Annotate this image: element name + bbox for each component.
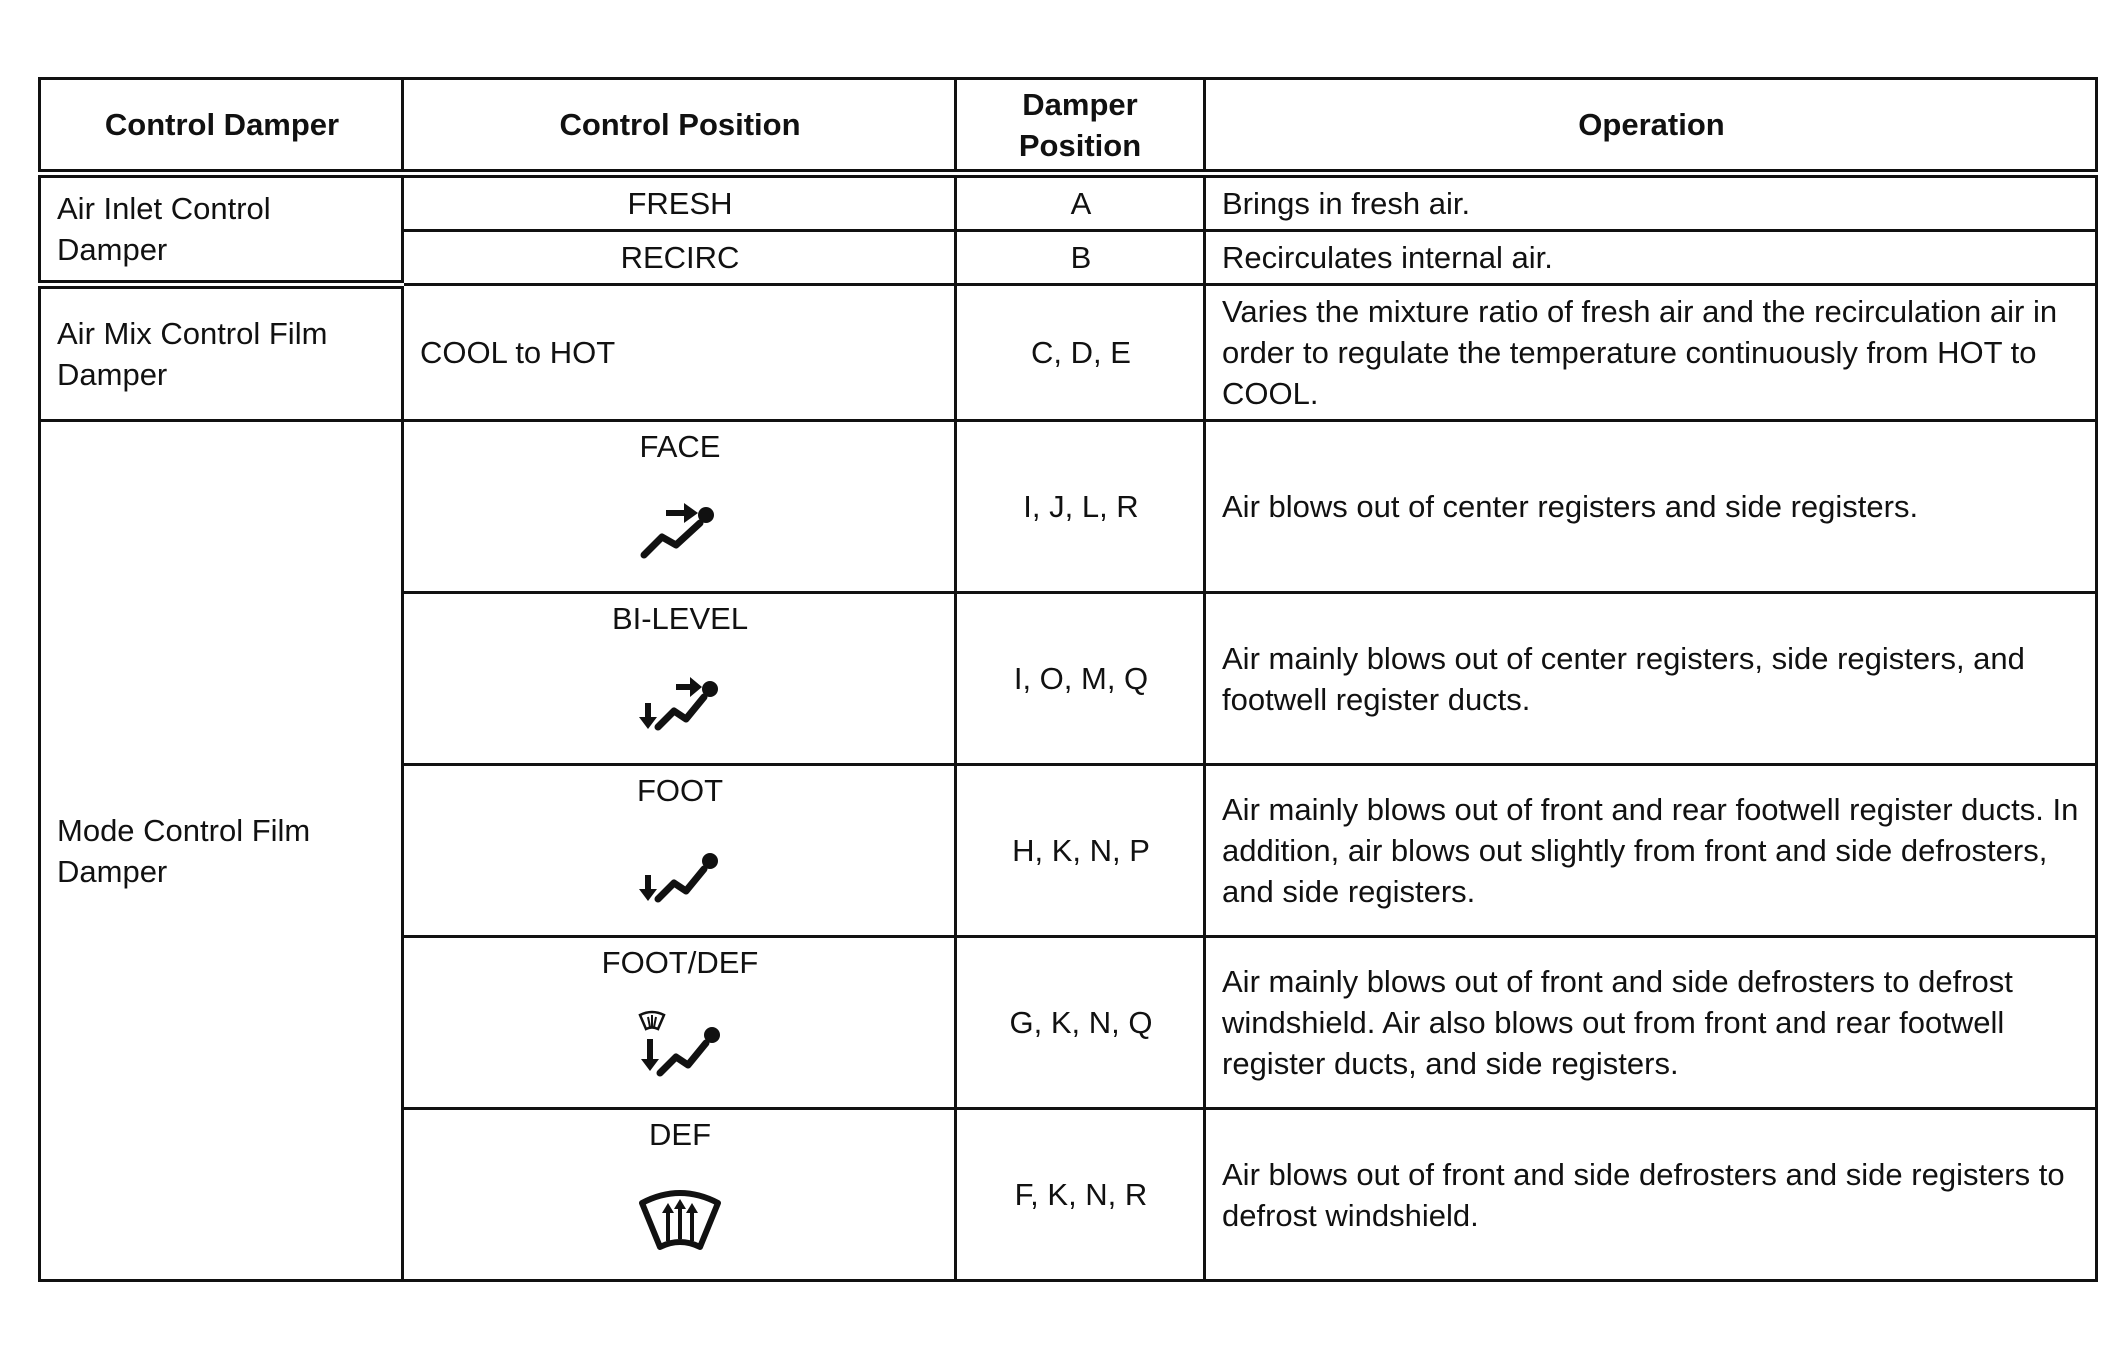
table-row <box>40 285 2097 421</box>
operation: Air blows out of center registers and side registers. <box>1205 421 2097 593</box>
header-row <box>40 79 2097 174</box>
control-position-label: DEF <box>649 1117 711 1152</box>
face-mode-icon <box>638 493 722 567</box>
control-position: COOL to HOT <box>403 285 956 421</box>
damper-position: A <box>956 174 1205 231</box>
operation: Air blows out of front and side defrosters and side registers to defrost windshield. <box>1205 1109 2097 1281</box>
table-row <box>40 174 2097 231</box>
foot-mode-icon <box>638 837 722 911</box>
def-mode-icon <box>638 1181 722 1255</box>
control-position-label: FOOT <box>636 773 724 808</box>
operation: Brings in fresh air. <box>1205 174 2097 231</box>
operation: Air mainly blows out of front and rear footwell register ducts. In addition, air blows out slightly from front and side defrosters, and side registers. <box>1205 765 2097 937</box>
damper-position: I, O, M, Q <box>956 593 1205 765</box>
operation: Varies the mixture ratio of fresh air and the recirculation air in order to regulate the temperature continuously from HOT to COOL. <box>1205 285 2097 421</box>
damper-position: G, K, N, Q <box>956 937 1205 1109</box>
operation: Air mainly blows out of center registers, side registers, and footwell register ducts. <box>1205 593 2097 765</box>
damper-position: I, J, L, R <box>956 421 1205 593</box>
operation: Recirculates internal air. <box>1205 231 2097 285</box>
control-position-label: FOOT/DEF <box>601 945 759 980</box>
damper-operation-table <box>38 77 2098 1282</box>
damper-position: C, D, E <box>956 285 1205 421</box>
header-operation: Operation <box>1205 79 2097 174</box>
header-control-position: Control Position <box>403 79 956 174</box>
damper-position: F, K, N, R <box>956 1109 1205 1281</box>
bi-level-mode-icon <box>638 665 722 739</box>
header-damper-position: Damper Position <box>956 79 1205 174</box>
damper-position: B <box>956 231 1205 285</box>
control-position: FRESH <box>403 174 956 231</box>
damper-position: H, K, N, P <box>956 765 1205 937</box>
control-position <box>403 421 956 593</box>
control-position-label: FACE <box>639 429 721 464</box>
air-inlet-damper-name: Air Inlet Control Damper <box>40 174 403 285</box>
control-position <box>403 593 956 765</box>
table-row <box>40 421 2097 593</box>
air-mix-damper-name: Air Mix Control Film Damper <box>40 285 403 421</box>
control-position-label: BI-LEVEL <box>611 601 749 636</box>
foot-def-mode-icon <box>638 1009 722 1083</box>
control-position <box>403 1109 956 1281</box>
control-position <box>403 765 956 937</box>
mode-damper-name: Mode Control Film Damper <box>40 421 403 1281</box>
header-control-damper: Control Damper <box>40 79 403 174</box>
control-position: RECIRC <box>403 231 956 285</box>
operation: Air mainly blows out of front and side defrosters to defrost windshield. Air also blows out from front and rear footwell register ducts, and side registers. <box>1205 937 2097 1109</box>
control-position <box>403 937 956 1109</box>
